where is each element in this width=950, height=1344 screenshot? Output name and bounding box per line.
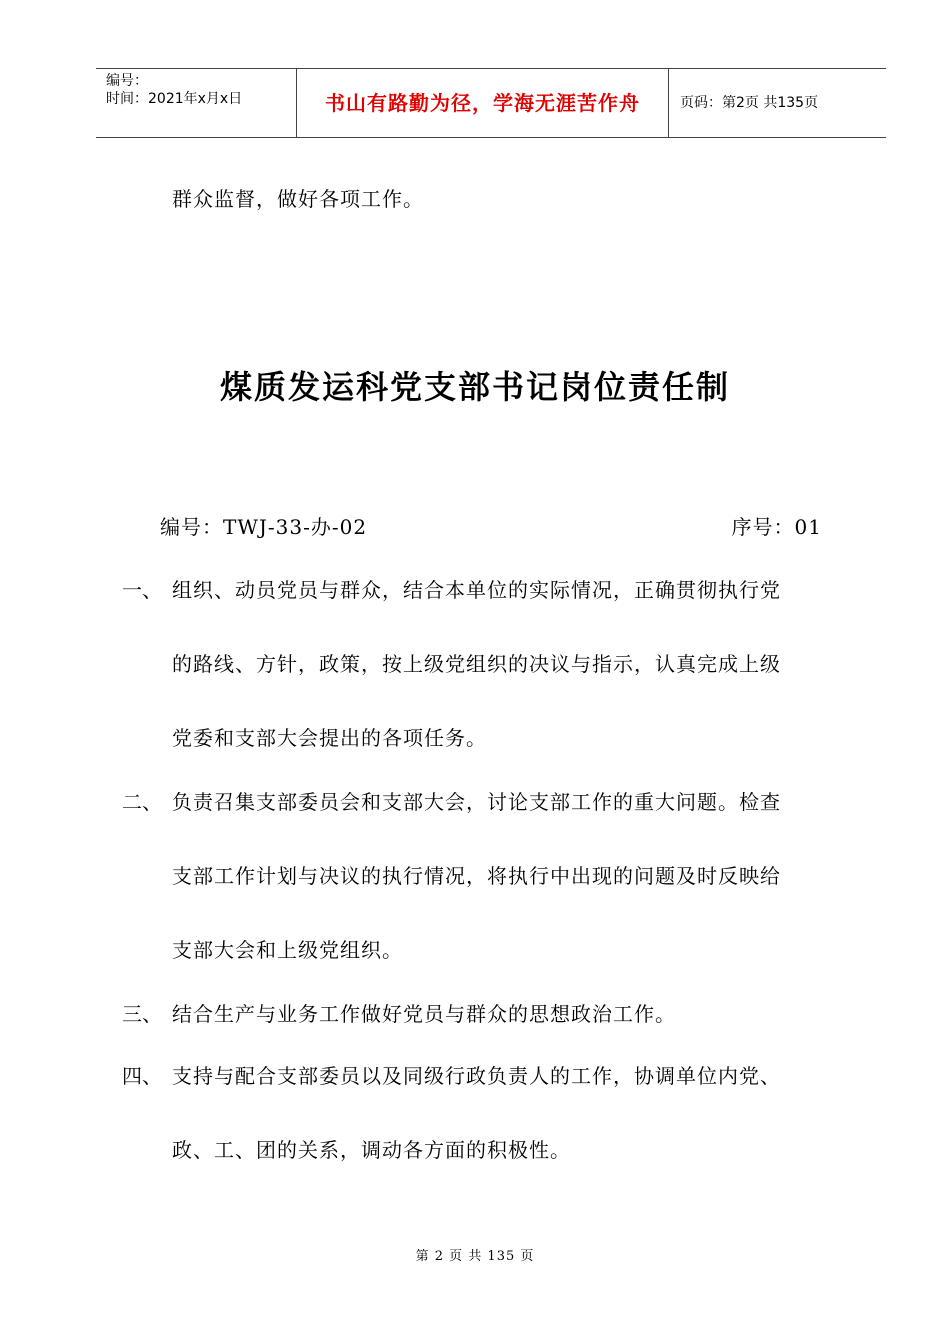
carry-over-text: 群众监督，做好各项工作。 <box>172 187 424 211</box>
item-number: 一、 <box>122 578 162 602</box>
header-motto: 书山有路勤为径，学海无涯苦作舟 <box>297 69 669 137</box>
item-line: 组织、动员党员与群众，结合本单位的实际情况，正确贯彻执行党 <box>172 578 781 602</box>
page-header <box>96 68 886 138</box>
item-number: 二、 <box>122 790 162 814</box>
item-line: 政、工、团的关系，调动各方面的积极性。 <box>172 1138 571 1162</box>
item-line: 结合生产与业务工作做好党员与群众的思想政治工作。 <box>172 1002 676 1026</box>
header-time-label: 时间：2021年x月x日 <box>106 91 243 107</box>
header-page-info: 页码：第2页 共135页 <box>680 95 819 111</box>
item-number: 四、 <box>122 1064 162 1088</box>
document-title: 煤质发运科党支部书记岗位责任制 <box>219 368 730 406</box>
header-id-label: 编号： <box>106 73 148 89</box>
document-seq: 序号：01 <box>731 515 822 539</box>
item-line: 负责召集支部委员会和支部大会，讨论支部工作的重大问题。检查 <box>172 790 781 814</box>
page-footer: 第 2 页 共 135 页 <box>415 1249 535 1264</box>
item-line: 支部大会和上级党组织。 <box>172 938 403 962</box>
document-code: 编号：TWJ-33-办-02 <box>160 515 368 539</box>
item-line: 支部工作计划与决议的执行情况，将执行中出现的问题及时反映给 <box>172 864 781 888</box>
item-line: 的路线、方针，政策，按上级党组织的决议与指示，认真完成上级 <box>172 652 781 676</box>
header-meta-cell <box>96 69 297 137</box>
item-line: 党委和支部大会提出的各项任务。 <box>172 726 487 750</box>
item-line: 支持与配合支部委员以及同级行政负责人的工作，协调单位内党、 <box>172 1064 781 1088</box>
item-number: 三、 <box>122 1002 162 1026</box>
